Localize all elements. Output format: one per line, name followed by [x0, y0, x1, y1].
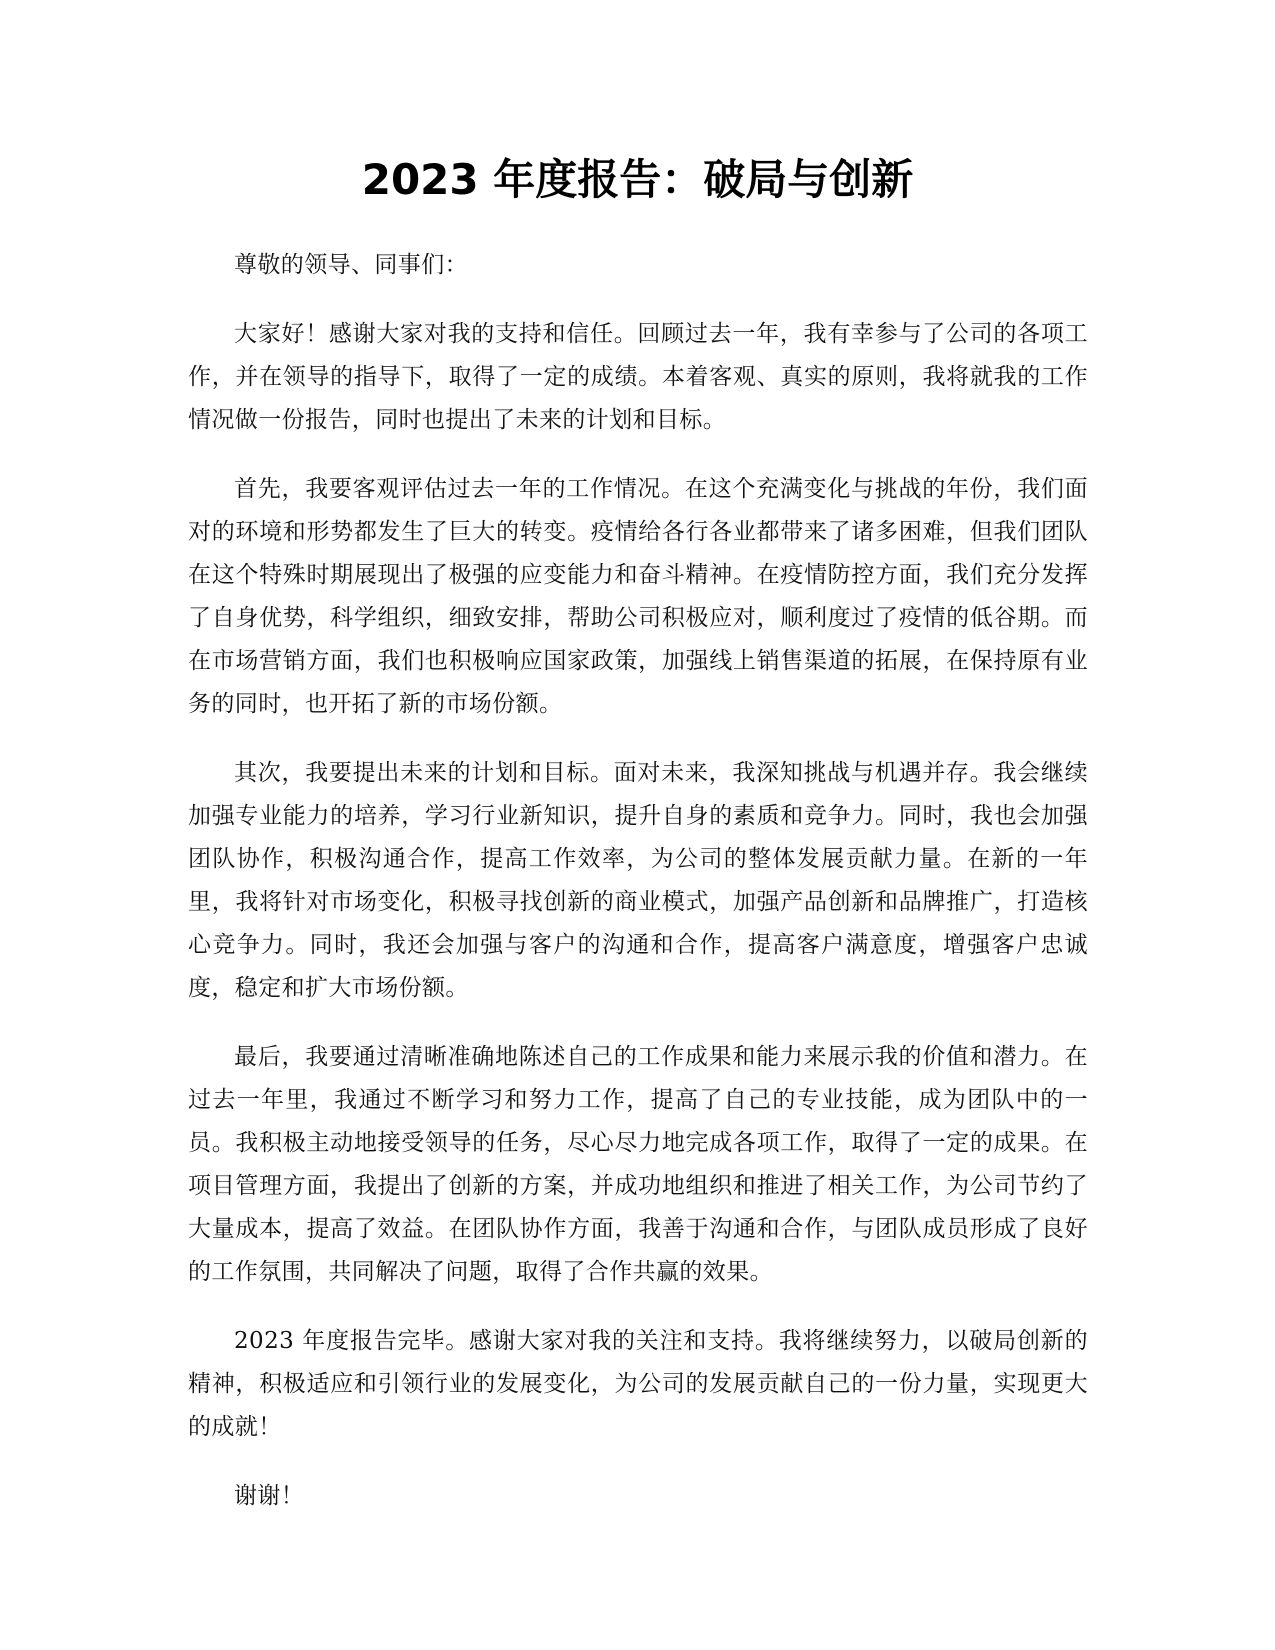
paragraph-plans: 其次，我要提出未来的计划和目标。面对未来，我深知挑战与机遇并存。我会继续加强专业能力的培养，学习行业新知识，提升自身的素质和竞争力。同时，我也会加强团队协作，积极沟通合作，提高工作效率，为公司的整体发展贡献力量。在新的一年里，我将针对市场变化，积极寻找创新的商业模式，加强产品创新和品牌推广，打造核心竞争力。同时，我还会加强与客户的沟通和合作，提高客户满意度，增强客户忠诚度，稳定和扩大市场份额。 — [188, 760, 1088, 1001]
document-title: 2023 年度报告：破局与创新 — [361, 155, 914, 204]
paragraph-thanks: 谢谢！ — [234, 1483, 305, 1509]
paragraph-conclusion: 2023 年度报告完毕。感谢大家对我的关注和支持。我将继续努力，以破局创新的精神，积极适应和引领行业的发展变化，为公司的发展贡献自己的一份力量，实现更大的成就！ — [188, 1328, 1088, 1440]
paragraph-intro: 大家好！感谢大家对我的支持和信任。回顾过去一年，我有幸参与了公司的各项工作，并在领导的指导下，取得了一定的成绩。本着客观、真实的原则，我将就我的工作情况做一份报告，同时也提出了未来的计划和目标。 — [188, 321, 1088, 433]
document-body — [188, 244, 1088, 1544]
paragraph-review: 首先，我要客观评估过去一年的工作情况。在这个充满变化与挑战的年份，我们面对的环境和形势都发生了巨大的转变。疫情给各行各业都带来了诸多困难，但我们团队在这个特殊时期展现出了极强的应变能力和奋斗精神。在疫情防控方面，我们充分发挥了自身优势，科学组织，细致安排，帮助公司积极应对，顺利度过了疫情的低谷期。而在市场营销方面，我们也积极响应国家政策，加强线上销售渠道的拓展，在保持原有业务的同时，也开拓了新的市场份额。 — [188, 476, 1088, 717]
paragraph-achievements: 最后，我要通过清晰准确地陈述自己的工作成果和能力来展示我的价值和潜力。在过去一年里，我通过不断学习和努力工作，提高了自己的专业技能，成为团队中的一员。我积极主动地接受领导的任务，尽心尽力地完成各项工作，取得了一定的成果。在项目管理方面，我提出了创新的方案，并成功地组织和推进了相关工作，为公司节约了大量成本，提高了效益。在团队协作方面，我善于沟通和合作，与团队成员形成了良好的工作氛围，共同解决了问题，取得了合作共赢的效果。 — [188, 1044, 1088, 1285]
paragraph-greeting: 尊敬的领导、同事们： — [234, 252, 468, 278]
